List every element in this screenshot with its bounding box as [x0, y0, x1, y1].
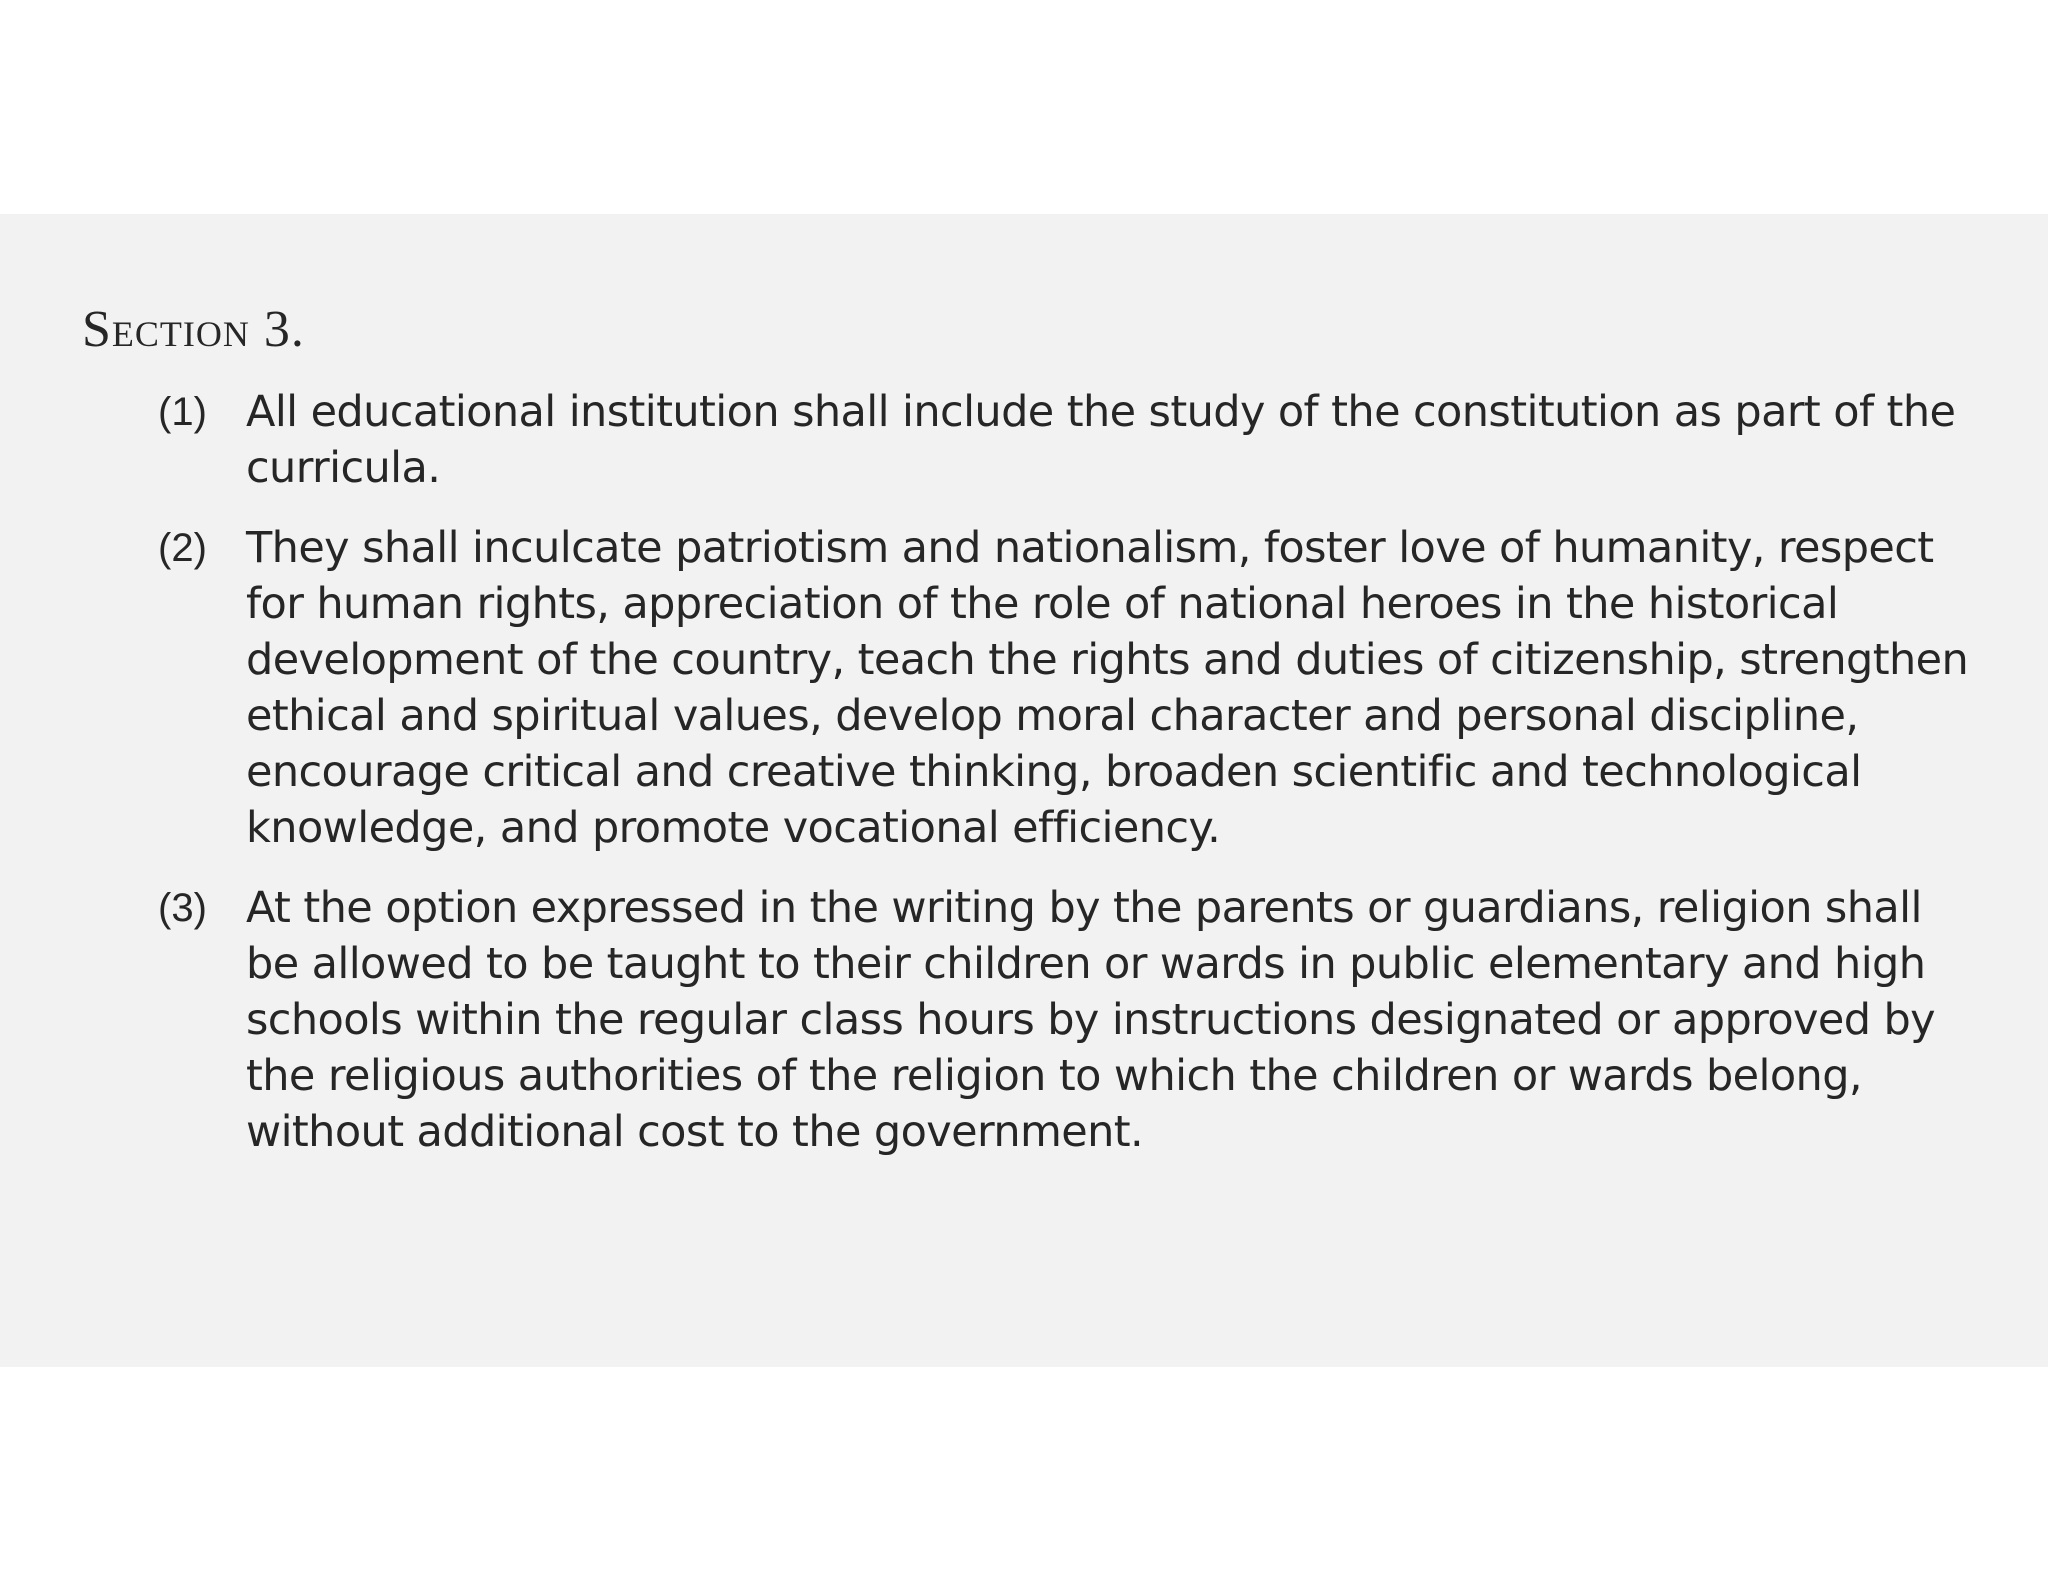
section-items-list [158, 384, 1978, 1184]
list-item [158, 880, 1978, 1160]
item-text: At the option expressed in the writing by the parents or guardians, religion shall be allowed to be taught to their children or wards in public elementary and high schools within the regular class hours by instructions designated or approved by the religious authorities of the religion to which the children or wards belong, without additional cost to the government. [246, 883, 1936, 1157]
section-title: Section 3. [82, 301, 305, 358]
list-item [158, 384, 1978, 496]
item-number: (3) [158, 886, 207, 930]
item-text: They shall inculcate patriotism and nationalism, foster love of humanity, respect for human rights, appreciation of the role of national heroes in the historical development of the country, teach the rights and duties of citizenship, strengthen ethical and spiritual values, develop moral character and personal discipline, encourage critical and creative thinking, broaden scientific and technological knowledge, and promote vocational efficiency. [246, 523, 1969, 853]
item-number: (2) [158, 526, 207, 570]
item-number: (1) [158, 390, 207, 434]
item-text: All educational institution shall include the study of the constitution as part of the curricula. [246, 387, 1956, 493]
list-item [158, 520, 1978, 856]
